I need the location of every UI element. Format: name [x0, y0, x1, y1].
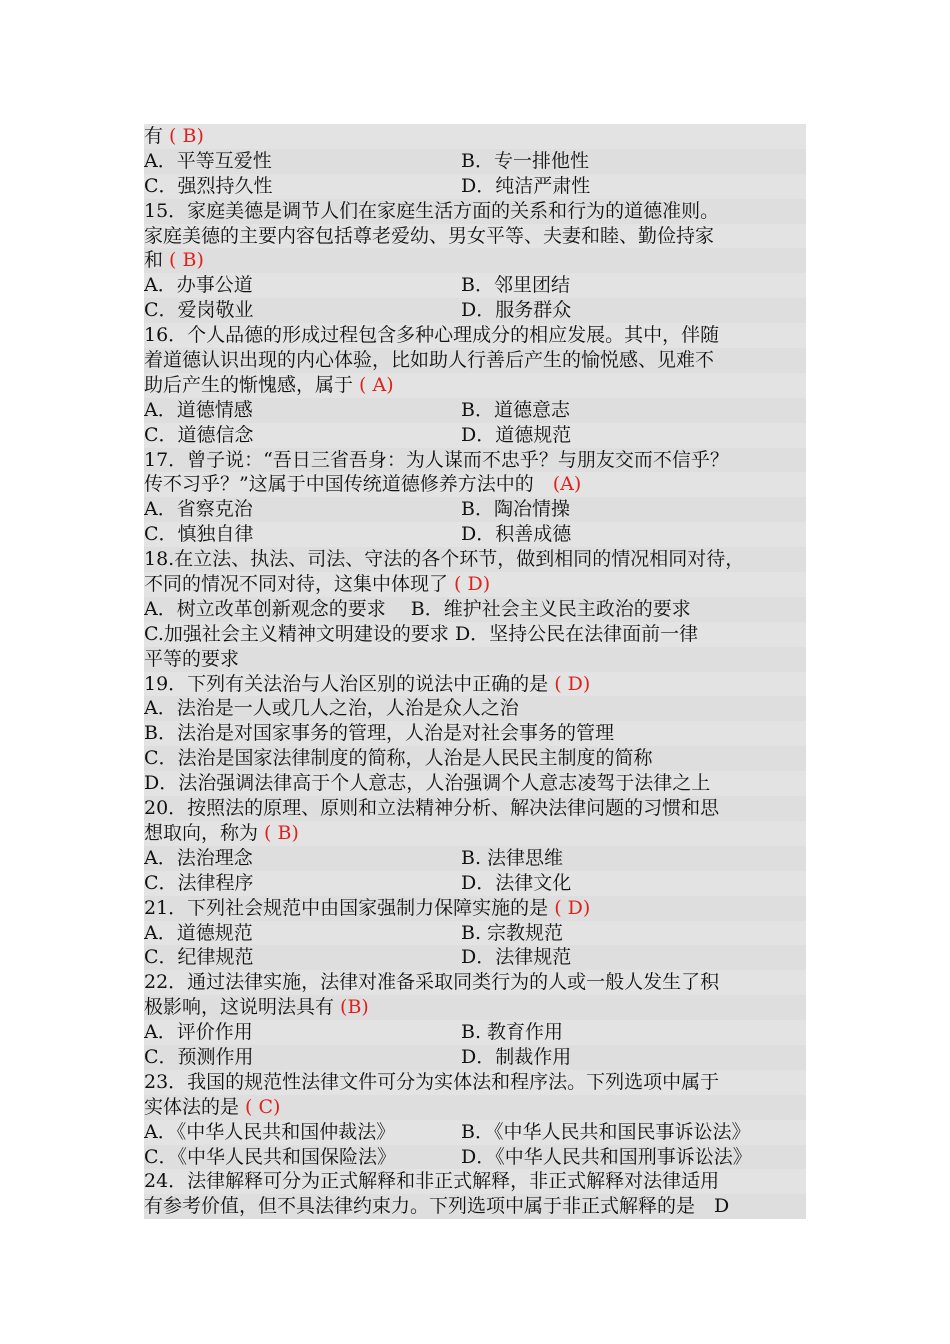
options-row [144, 1045, 806, 1070]
question-text: 极影响，这说明法具有 [144, 996, 335, 1019]
answer-key: ( B) [163, 125, 204, 147]
question-line [144, 1095, 806, 1120]
option-right: B．专一排他性 [461, 149, 589, 172]
question-line [144, 1070, 806, 1095]
option-right: D．纯洁严肃性 [461, 174, 591, 197]
answer-key: ( B) [258, 821, 299, 844]
question-line [144, 622, 806, 647]
question-text: 16．个人品德的形成过程包含多种心理成分的相应发展。其中，伴随 [144, 324, 720, 347]
question-text: 传不习乎？”这属于中国传统道德修养方法中的 [144, 473, 553, 496]
options-row [144, 149, 806, 174]
options-row [144, 1020, 806, 1045]
question-line [144, 572, 806, 597]
option-left: A．评价作用 [144, 1021, 253, 1044]
question-text: D．法治强调法律高于个人意志，人治强调个人意志凌驾于法律之上 [144, 772, 711, 795]
question-line [144, 970, 806, 995]
option-left: A．平等互爱性 [144, 149, 272, 172]
question-text: 有 [144, 125, 164, 147]
option-right: D．服务群众 [461, 299, 572, 322]
options-row [144, 921, 806, 946]
option-left: C．纪律规范 [144, 946, 254, 969]
question-text: 24．法律解释可分为正式解释和非正式解释，非正式解释对法律适用 [144, 1170, 720, 1193]
option-left: C．爱岗敬业 [144, 299, 254, 322]
question-line [144, 323, 806, 348]
option-left: C．道德信念 [144, 423, 254, 446]
option-left: A．《中华人民共和国仲裁法》 [144, 1120, 396, 1143]
question-text: A．法治是一人或几人之治，人治是众人之治 [144, 697, 519, 720]
option-left: C．《中华人民共和国保险法》 [144, 1145, 397, 1168]
option-left: C．慎独自律 [144, 523, 254, 546]
question-line [144, 448, 806, 473]
options-row [144, 298, 806, 323]
question-line [144, 721, 806, 746]
question-list [144, 124, 806, 1219]
option-left: A．道德规范 [144, 921, 253, 944]
option-right: D．积善成德 [461, 523, 572, 546]
option-left: A．办事公道 [144, 274, 253, 297]
question-line [144, 696, 806, 721]
option-right: B．《中华人民共和国民事诉讼法》 [461, 1120, 751, 1143]
question-text: 22．通过法律实施，法律对准备采取同类行为的人或一般人发生了积 [144, 971, 720, 994]
question-text: 平等的要求 [144, 647, 240, 670]
options-row [144, 273, 806, 298]
question-text: 18.在立法、执法、司法、守法的各个环节，做到相同的情况相同对待， [144, 548, 745, 571]
question-line [144, 348, 806, 373]
options-row [144, 945, 806, 970]
question-line [144, 746, 806, 771]
option-left: C．预测作用 [144, 1045, 254, 1068]
option-right: B．邻里团结 [461, 274, 570, 297]
options-row [144, 1145, 806, 1170]
answer-key: (A) [552, 473, 582, 496]
question-line [144, 224, 806, 249]
options-row [144, 846, 806, 871]
options-row [144, 174, 806, 199]
question-text: 21．下列社会规范中由国家强制力保障实施的是 [144, 896, 549, 919]
question-line [144, 672, 806, 697]
option-right: D．道德规范 [461, 423, 572, 446]
question-line [144, 199, 806, 224]
options-row [144, 497, 806, 522]
question-text: 实体法的是 [144, 1095, 240, 1118]
question-text: 20．按照法的原理、原则和立法精神分析、解决法律问题的习惯和思 [144, 797, 720, 820]
options-row [144, 871, 806, 896]
option-right: D．制裁作用 [461, 1045, 572, 1068]
option-left: C．法律程序 [144, 871, 254, 894]
options-row [144, 1120, 806, 1145]
options-row [144, 398, 806, 423]
option-right: B. 宗教规范 [461, 921, 564, 944]
question-line [144, 124, 806, 149]
question-text: 不同的情况不同对待，这集中体现了 [144, 573, 449, 596]
question-text: 19．下列有关法治与人治区别的说法中正确的是 [144, 672, 549, 695]
question-line [144, 821, 806, 846]
option-right: D．法律文化 [461, 871, 572, 894]
question-line [144, 472, 806, 497]
option-right: B. 教育作用 [461, 1021, 564, 1044]
option-left: A．法治理念 [144, 846, 253, 869]
question-line [144, 547, 806, 572]
option-left: A．省察克治 [144, 498, 253, 521]
options-row [144, 522, 806, 547]
option-right: B．道德意志 [461, 398, 570, 421]
question-line [144, 896, 806, 921]
question-line [144, 248, 806, 273]
question-line [144, 796, 806, 821]
answer-key: ( D) [548, 672, 591, 695]
question-text: 着道德认识出现的内心体验，比如助人行善后产生的愉悦感、见难不 [144, 349, 715, 372]
question-text: C．法治是国家法律制度的简称，人治是人民民主制度的简称 [144, 747, 653, 770]
question-text: 和 [144, 249, 164, 272]
options-row [144, 423, 806, 448]
question-text: B．法治是对国家事务的管理，人治是对社会事务的管理 [144, 722, 614, 745]
question-text: 家庭美德的主要内容包括尊老爱幼、男女平等、夫妻和睦、勤俭持家 [144, 224, 715, 247]
question-text: 有参考价值，但不具法律约束力。下列选项中属于非正式解释的是 D [144, 1195, 730, 1218]
option-right: B．陶冶情操 [461, 498, 570, 521]
question-line [144, 771, 806, 796]
question-text: 17．曾子说：“吾日三省吾身：为人谋而不忠乎？与朋友交而不信乎？ [144, 448, 729, 471]
question-text: C.加强社会主义精神文明建设的要求 D．坚持公民在法律面前一律 [144, 622, 699, 645]
answer-key: ( B) [163, 249, 204, 272]
option-right: D．《中华人民共和国刑事诉讼法》 [461, 1145, 752, 1168]
answer-key: ( D) [548, 896, 591, 919]
question-text: 23．我国的规范性法律文件可分为实体法和程序法。下列选项中属于 [144, 1070, 720, 1093]
question-text: 想取向，称为 [144, 821, 259, 844]
question-text: A．树立改革创新观念的要求 B．维护社会主义民主政治的要求 [144, 597, 691, 620]
answer-key: ( D) [448, 573, 491, 596]
option-right: D．法律规范 [461, 946, 572, 969]
option-right: B. 法律思维 [461, 846, 564, 869]
answer-key: (B) [334, 996, 369, 1019]
question-text: 15．家庭美德是调节人们在家庭生活方面的关系和行为的道德准则。 [144, 199, 720, 222]
question-line [144, 373, 806, 398]
option-left: A．道德情感 [144, 398, 253, 421]
question-line [144, 1169, 806, 1194]
question-line [144, 597, 806, 622]
answer-key: ( A) [353, 373, 394, 396]
answer-key: ( C) [239, 1095, 281, 1118]
question-line [144, 995, 806, 1020]
question-text: 助后产生的惭愧感，属于 [144, 373, 354, 396]
question-line [144, 647, 806, 672]
option-left: C．强烈持久性 [144, 174, 273, 197]
question-line [144, 1194, 806, 1219]
